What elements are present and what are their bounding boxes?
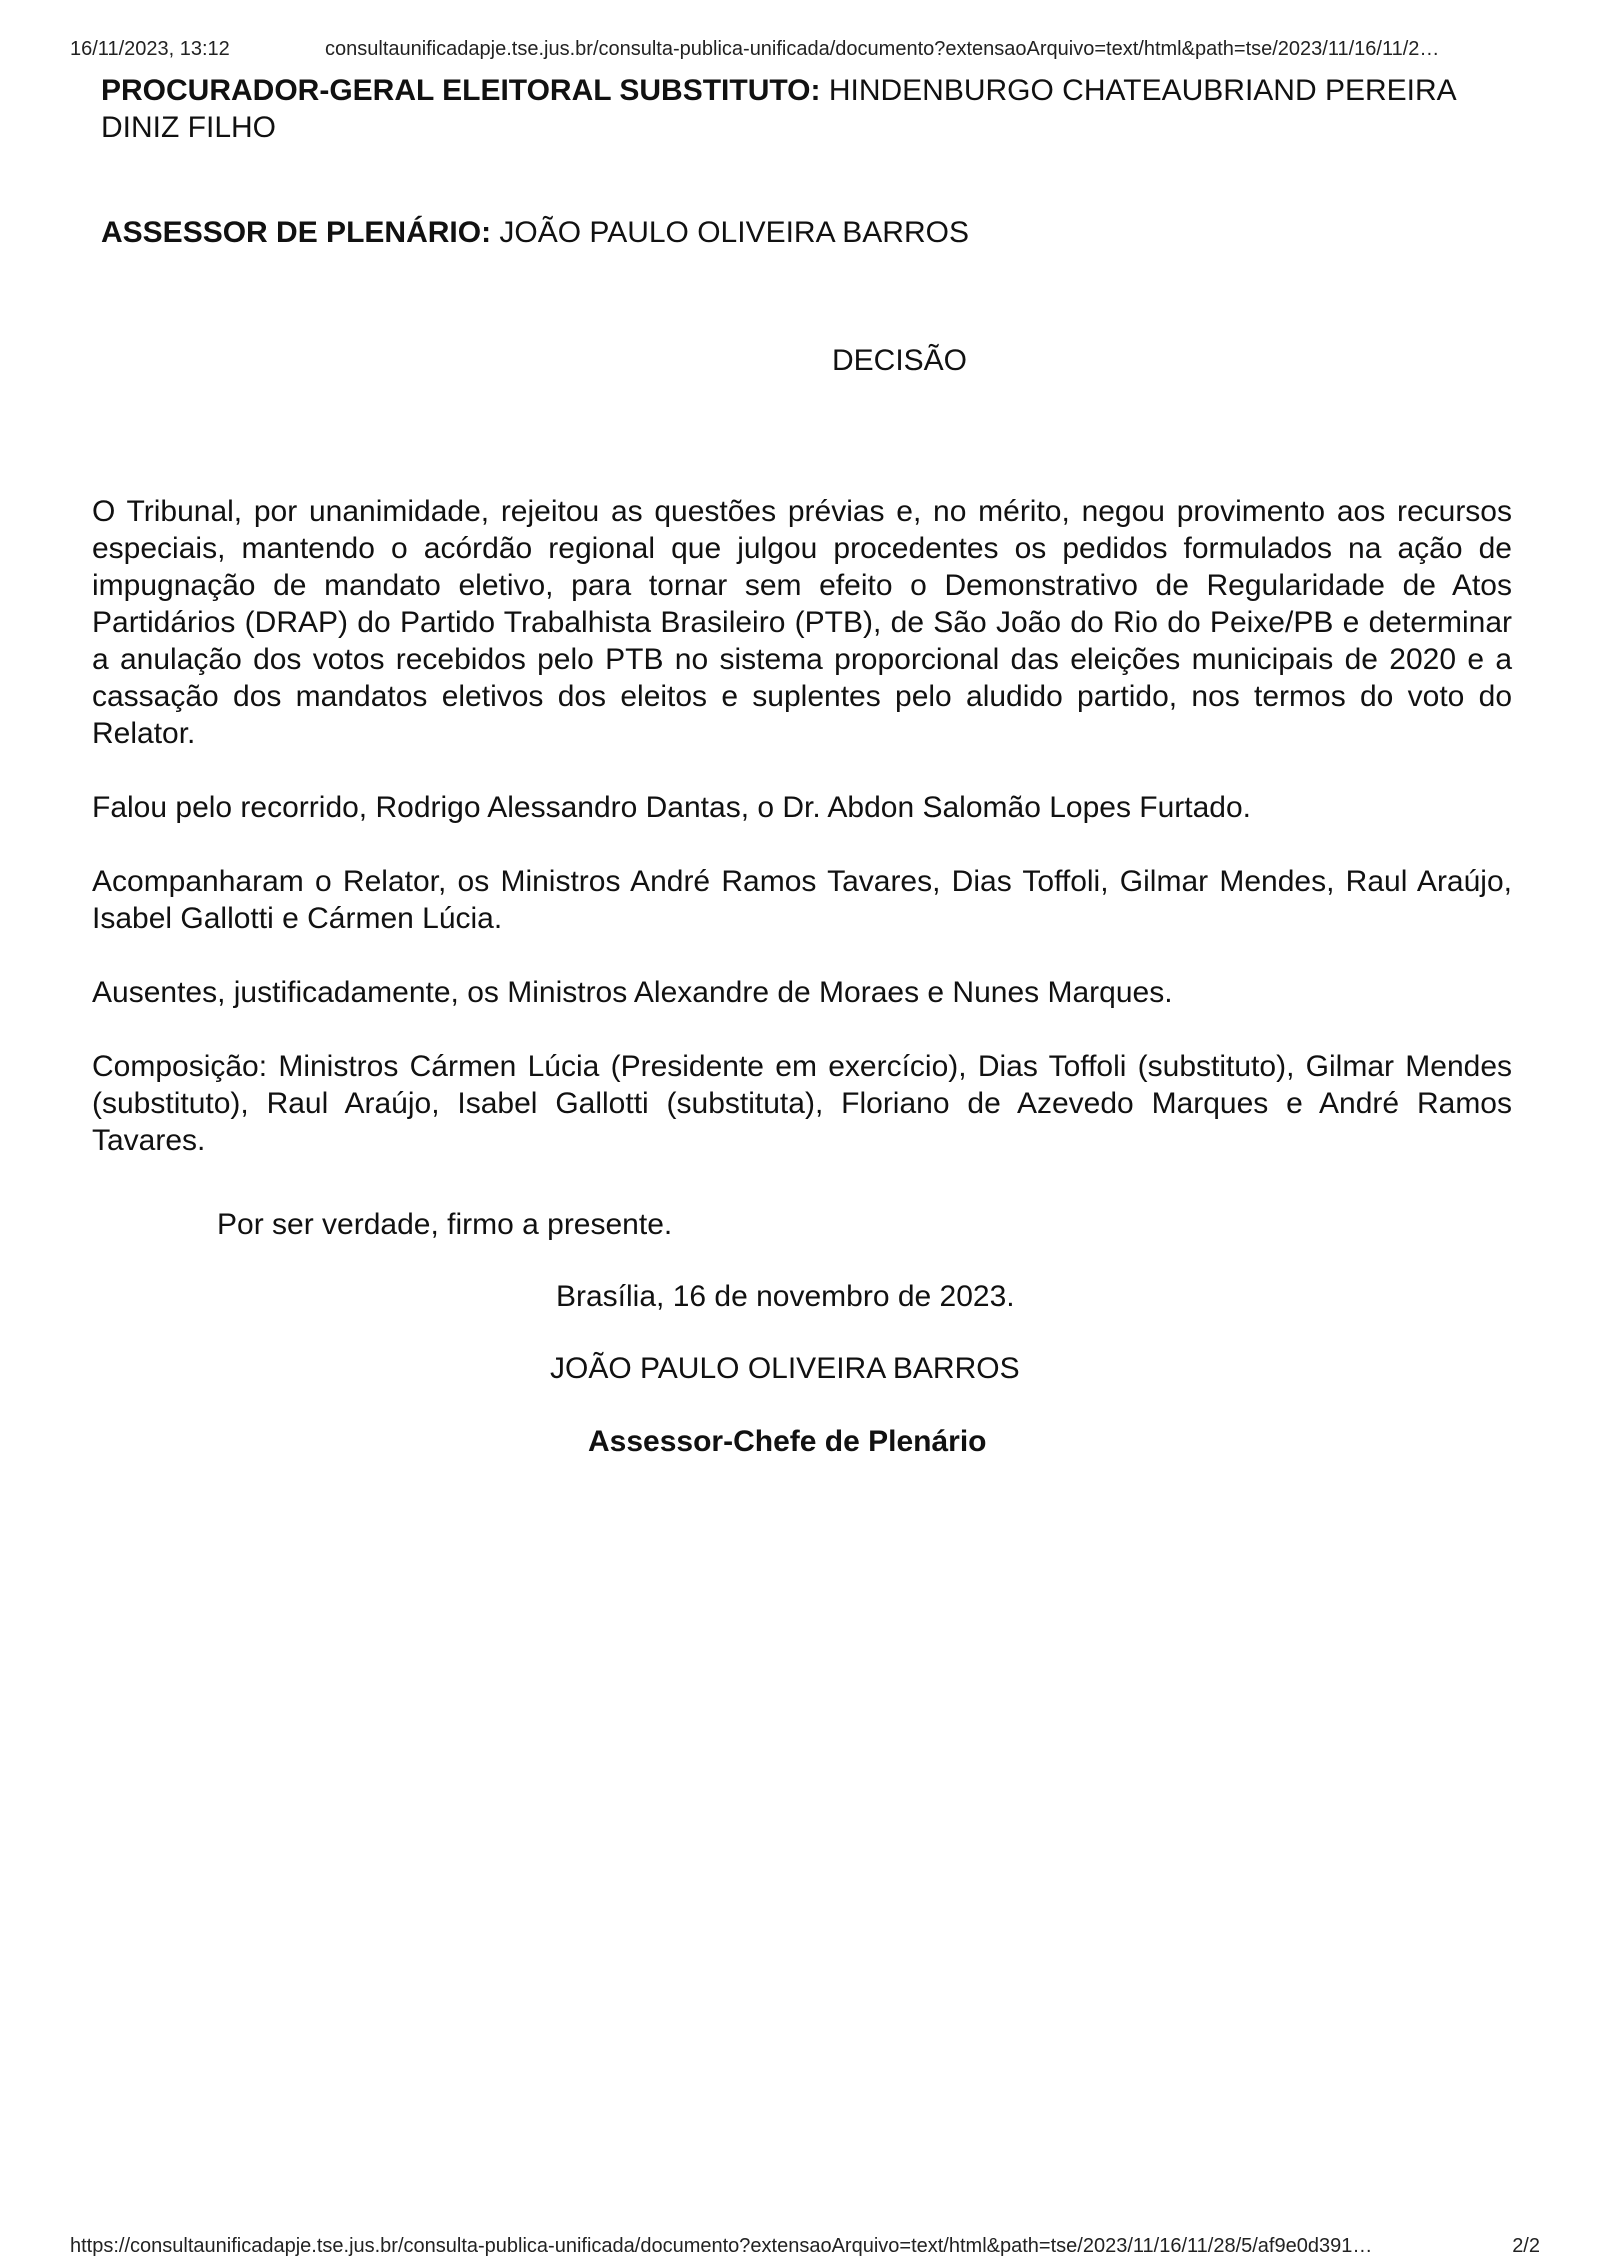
absent-ministers-paragraph: Ausentes, justificadamente, os Ministros Alexandre de Moraes e Nunes Marques. [92, 976, 1173, 1009]
print-datetime: 16/11/2023, 13:12 [70, 38, 230, 60]
print-footer-url: https://consultaunificadapje.tse.jus.br/consulta-publica-unificada/documento?extensaoArquivo=text/html&path=tse/2023/11/16/11/28/5/af9e0d391… [70, 2235, 1373, 2257]
composition-paragraph: Composição: Ministros Cármen Lúcia (Presidente em exercício), Dias Toffoli (substituto), Gilmar Mendes (substituto), Raul Araújo, Isabel Gallotti (substituta), Floriano de Azevedo Marques e André Ramos Tavares. [92, 1050, 1512, 1157]
procurador-name: HINDENBURGO CHATEAUBRIAND PEREIRA DINIZ FILHO [101, 74, 1456, 144]
print-header-url: consultaunificadapje.tse.jus.br/consulta-publica-unificada/documento?extensaoArquivo=text/html&path=tse/2023/11/16/11/2… [325, 38, 1440, 60]
place-date: Brasília, 16 de novembro de 2023. [556, 1280, 1015, 1313]
assessor-line [92, 214, 1512, 251]
signer-name: JOÃO PAULO OLIVEIRA BARROS [550, 1352, 1020, 1385]
ministers-following-paragraph: Acompanharam o Relator, os Ministros André Ramos Tavares, Dias Toffoli, Gilmar Mendes, Raul Araújo, Isabel Gallotti e Cármen Lúcia. [92, 865, 1512, 935]
document-body [92, 72, 1512, 1159]
closing-statement: Por ser verdade, firmo a presente. [217, 1208, 673, 1241]
signer-role: Assessor-Chefe de Plenário [588, 1425, 987, 1458]
assessor-label: ASSESSOR DE PLENÁRIO: [101, 216, 492, 249]
procurador-label: PROCURADOR-GERAL ELEITORAL SUBSTITUTO: [101, 74, 821, 107]
procurador-line [92, 72, 1512, 146]
document-title: DECISÃO [831, 344, 968, 377]
oral-argument-paragraph: Falou pelo recorrido, Rodrigo Alessandro Dantas, o Dr. Abdon Salomão Lopes Furtado. [92, 791, 1252, 824]
decision-paragraph: O Tribunal, por unanimidade, rejeitou as questões prévias e, no mérito, negou provimento aos recursos especiais, mantendo o acórdão regional que julgou procedentes os pedidos formulados na ação de impugnação de mandato eletivo, para tornar sem efeito o Demonstrativo de Regularidade de Atos Partidários (DRAP) do Partido Trabalhista Brasileiro (PTB), de São João do Rio do Peixe/PB e determinar a anulação dos votos recebidos pelo PTB no sistema proporcional das eleições municipais de 2020 e a cassação dos mandatos eletivos dos eleitos e suplentes pelo aludido partido, nos termos do voto do Relator. [92, 495, 1512, 750]
page-number: 2/2 [1512, 2235, 1540, 2257]
assessor-name: JOÃO PAULO OLIVEIRA BARROS [491, 216, 969, 249]
